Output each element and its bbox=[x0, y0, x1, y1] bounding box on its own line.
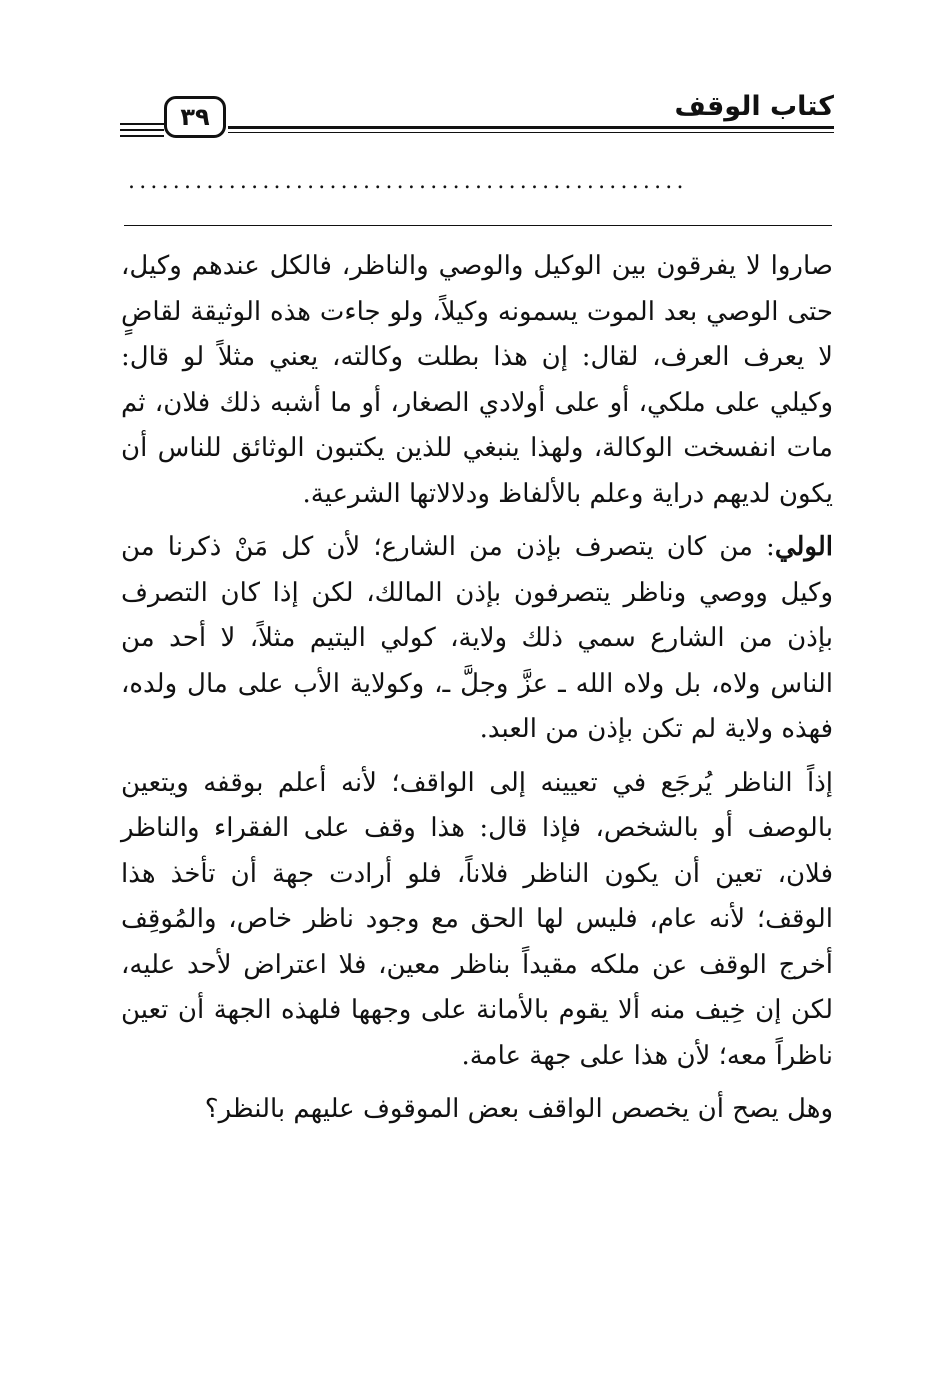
paragraph-1 bbox=[121, 244, 833, 517]
paragraph-2 bbox=[121, 525, 833, 753]
page-header bbox=[118, 92, 834, 146]
separator-line bbox=[124, 225, 832, 226]
dotted-separator: .................................................. bbox=[128, 170, 688, 194]
paragraph-4 bbox=[121, 1087, 833, 1133]
page-number: ٣٩ bbox=[164, 96, 226, 138]
header-rule-thin bbox=[228, 132, 834, 133]
book-title: كتاب الوقف bbox=[674, 91, 834, 122]
header-rule-short bbox=[120, 123, 164, 125]
paragraph-text: إذاً الناظر يُرجَع في تعيينه إلى الواقف؛ لأنه أعلم بوقفه ويتعين بالوصف أو بالشخص، فإذا قال: هذا وقف على الفقراء والناظر فلان، تعين أن يكون الناظر فلاناً، فلو أرادت جهة أن تأخذ هذا الوقف؛ لأنه عام، فليس لها الحق مع وجود ناظر خاص، والمُوقِف أخرج الوقف عن ملكه مقيداً بناظر معين، فلا اعتراض لأحد عليه، لكن إن خِيف منه ألا يقوم بالأمانة على وجهها فلهذه الجهة أن تعين ناظراً معه؛ لأن هذا على جهة عامة. bbox=[121, 767, 833, 1071]
paragraph-text: وهل يصح أن يخصص الواقف بعض الموقوف عليهم بالنظر؟ bbox=[204, 1094, 833, 1124]
paragraph-text: صاروا لا يفرقون بين الوكيل والوصي والناظر، فالكل عندهم وكيل، حتى الوصي بعد الموت يسمونه وكيلاً، ولو جاءت هذه الوثيقة لقاضٍ لا يعرف العرف، لقال: إن هذا بطلت وكالته، يعني مثلاً لو قال: وكيلي على ملكي، أو على أولادي الصغار، أو ما أشبه ذلك فلان، ثم مات انفسخت الوكالة، ولهذا ينبغي للذين يكتبون الوثائق للناس أن يكون لديهم دراية وعلم بالألفاظ ودلالاتها الشرعية. bbox=[121, 251, 833, 509]
page-body bbox=[121, 244, 833, 1133]
header-rule-thick bbox=[228, 126, 834, 129]
paragraph-text: : من كان يتصرف بإذن من الشارع؛ لأن كل مَنْ ذكرنا من وكيل ووصي وناظر يتصرفون بإذن المالك، لكن إذا كان التصرف بإذن من الشارع سمي ذلك ولاية، كولي اليتيم مثلاً، لا أحد من الناس ولاه، بل ولاه الله ـ عزَّ وجلَّ ـ، وكولاية الأب على مال ولده، فهذه ولاية لم تكن بإذن من العبد. bbox=[121, 532, 833, 744]
header-rule-short bbox=[120, 135, 164, 137]
paragraph-3 bbox=[121, 761, 833, 1080]
header-rule-short bbox=[120, 129, 164, 131]
defined-term: الولي bbox=[774, 532, 833, 562]
